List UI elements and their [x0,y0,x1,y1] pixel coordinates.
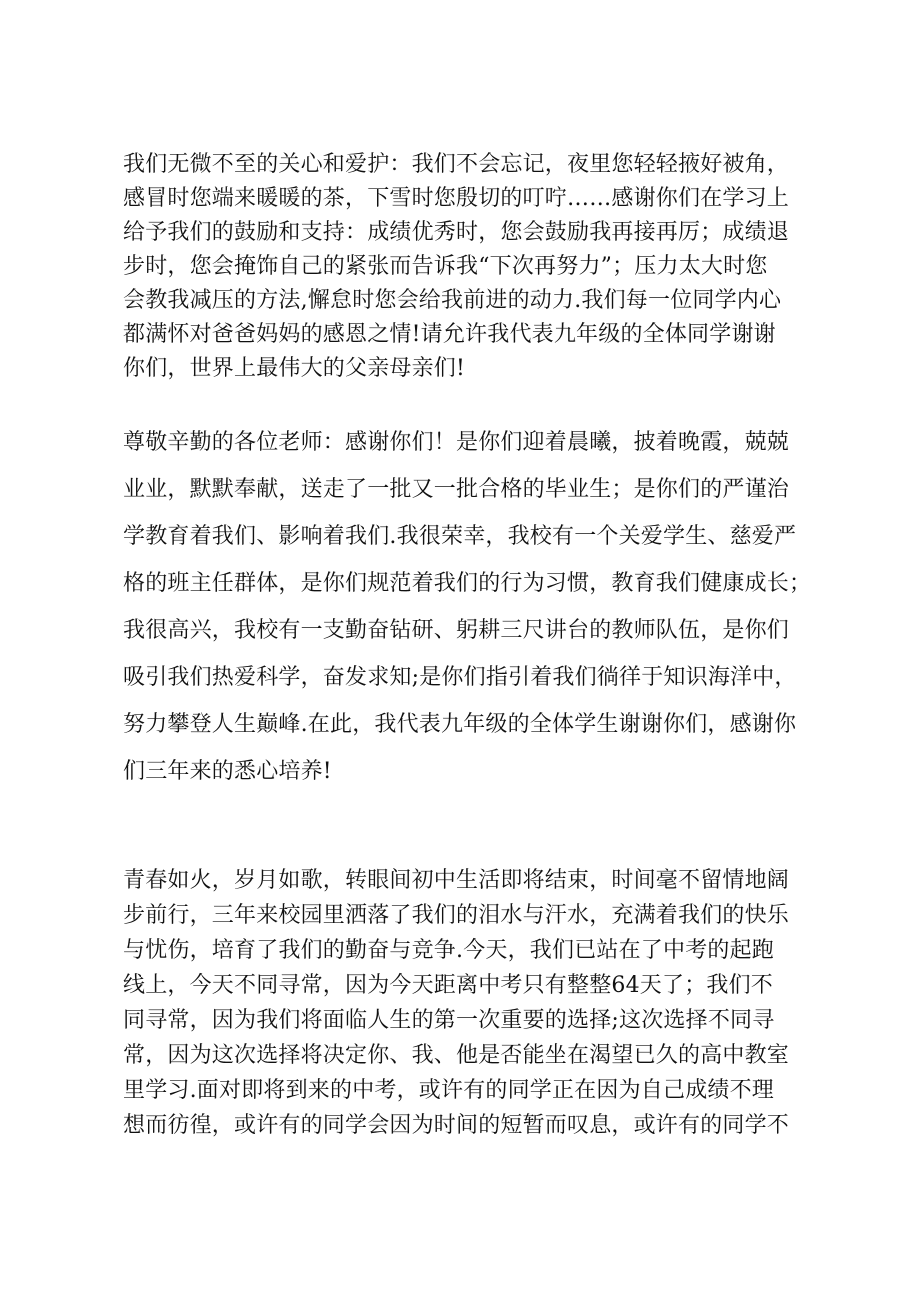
text-line: 尊敬辛勤的各位老师：感谢你们！是你们迎着晨曦，披着晚霞，兢兢 [123,430,790,455]
text-line: 想而彷徨，或许有的同学会因为时间的短暂而叹息，或许有的同学不 [123,1113,790,1138]
text-line: 格的班主任群体，是你们规范着我们的行为习惯，教育我们健康成长； [123,571,812,596]
text-line: 我很高兴，我校有一支勤奋钻研、躬耕三尺讲台的教师队伍，是你们 [123,618,790,643]
text-line: 与忧伤，培育了我们的勤奋与竞争.今天，我们已站在了中考的起跑 [123,938,774,963]
text-line: 常，因为这次选择将决定你、我、他是否能坐在渴望已久的高中教室 [123,1043,790,1068]
text-line: 学教育着我们、影响着我们.我很荣幸，我校有一个关爱学生、慈爱严 [123,524,797,549]
text-line: 你们，世界上最伟大的父亲母亲们! [123,356,466,381]
text-line: 都满怀对爸爸妈妈的感恩之情!请允许我代表九年级的全体同学谢谢 [123,322,776,347]
text-line: 青春如火，岁月如歌，转眼间初中生活即将结束，时间毫不留情地阔 [123,868,790,893]
text-line: 里学习.面对即将到来的中考，或许有的同学正在因为自己成绩不理 [123,1078,774,1103]
text-line: 给予我们的鼓励和支持：成绩优秀时，您会鼓励我再接再厉；成绩退 [123,220,790,245]
text-line: 吸引我们热爱科学，奋发求知;是你们指引着我们徜徉于知识海洋中， [123,665,797,690]
text-line: 线上，今天不同寻常，因为今天距离中考只有整整64天了；我们不 [123,973,773,998]
text-line: 我们无微不至的关心和爱护：我们不会忘记，夜里您轻轻掖好被角， [123,152,790,177]
text-line: 感冒时您端来暖暖的茶，下雪时您殷切的叮咛……感谢你们在学习上 [123,186,790,211]
text-line: 们三年来的悉心培养! [123,759,332,784]
text-line: 会教我减压的方法,懈怠时您会给我前进的动力.我们每一位同学内心 [123,288,782,313]
text-line: 同寻常，因为我们将面临人生的第一次重要的选择;这次选择不同寻 [123,1008,775,1033]
text-line: 步前行，三年来校园里洒落了我们的泪水与汗水，充满着我们的快乐 [123,903,790,928]
text-line: 步时，您会掩饰自己的紧张而告诉我“下次再努力”；压力太大时您 [123,254,768,279]
text-line: 努力攀登人生巅峰.在此，我代表九年级的全体学生谢谢你们，感谢你 [123,712,797,737]
text-line: 业业，默默奉献，送走了一批又一批合格的毕业生；是你们的严谨治 [123,477,790,502]
